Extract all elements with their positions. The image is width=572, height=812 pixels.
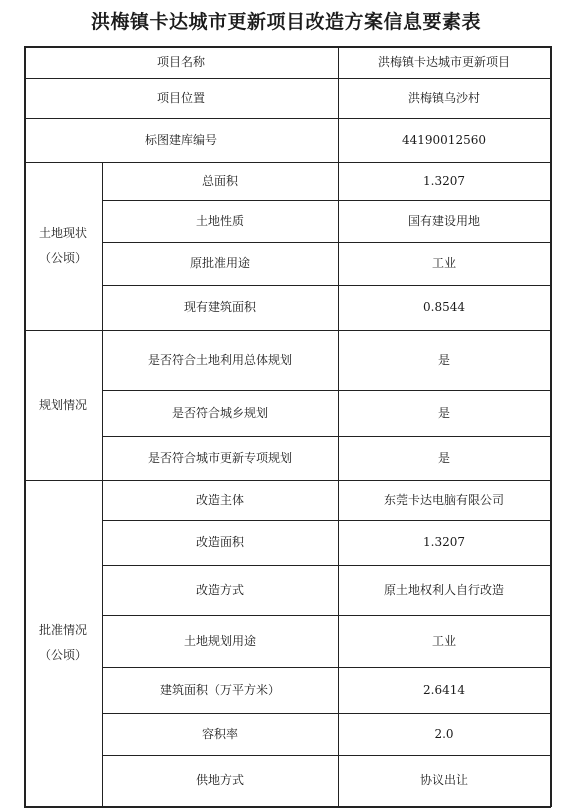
table-rule [102, 162, 103, 330]
group-unit: （公顷） [38, 648, 87, 662]
row-label: 现有建筑面积 [183, 300, 256, 315]
row-value: 是 [437, 450, 450, 465]
row-label: 是否符合土地利用总体规划 [147, 352, 292, 367]
row-label: 项目名称 [156, 54, 205, 69]
row-label: 总面积 [201, 173, 238, 188]
row-label: 改造面积 [195, 535, 244, 550]
row-label: 容积率 [201, 726, 238, 741]
row-label: 建筑面积（万平方米） [159, 682, 280, 697]
row-label: 项目位置 [156, 90, 205, 105]
row-value: 国有建设用地 [407, 213, 480, 228]
row-label: 改造方式 [195, 582, 244, 597]
document-title: 洪梅镇卡达城市更新项目改造方案信息要素表 [90, 11, 481, 33]
group-label [24, 162, 102, 330]
table-rule [550, 46, 552, 807]
group-name: 规划情况 [38, 397, 87, 412]
row-label: 改造主体 [195, 492, 244, 507]
table-rule [102, 480, 103, 806]
row-value: 工业 [431, 256, 456, 271]
row-value: 0.8544 [423, 300, 465, 315]
table-rule [102, 330, 103, 480]
row-label: 土地规划用途 [183, 633, 256, 648]
group-label [24, 330, 102, 480]
row-value: 工业 [431, 633, 456, 648]
row-label: 标图建库编号 [144, 132, 217, 147]
row-label: 是否符合城市更新专项规划 [147, 450, 292, 465]
table-rule [24, 806, 551, 808]
row-value: 洪梅镇乌沙村 [407, 90, 480, 105]
row-value: 1.3207 [423, 535, 465, 550]
row-value: 东莞卡达电脑有限公司 [383, 492, 504, 507]
row-value: 2.6414 [423, 682, 465, 697]
row-value: 洪梅镇卡达城市更新项目 [377, 54, 510, 69]
row-label: 土地性质 [195, 213, 244, 228]
row-value: 协议出让 [419, 773, 468, 788]
row-value: 是 [437, 405, 450, 420]
row-value: 是 [437, 352, 450, 367]
group-name: 批准情况 [38, 623, 87, 638]
row-value: 原土地权利人自行改造 [383, 582, 504, 597]
group-unit: （公顷） [38, 251, 87, 265]
row-label: 是否符合城乡规划 [171, 405, 268, 420]
group-name: 土地现状 [38, 226, 87, 241]
row-label: 供地方式 [195, 773, 244, 788]
row-value: 1.3207 [423, 173, 465, 188]
row-label: 原批准用途 [189, 256, 250, 271]
row-value: 44190012560 [402, 132, 486, 147]
row-value: 2.0 [434, 726, 454, 741]
group-label [24, 480, 102, 806]
